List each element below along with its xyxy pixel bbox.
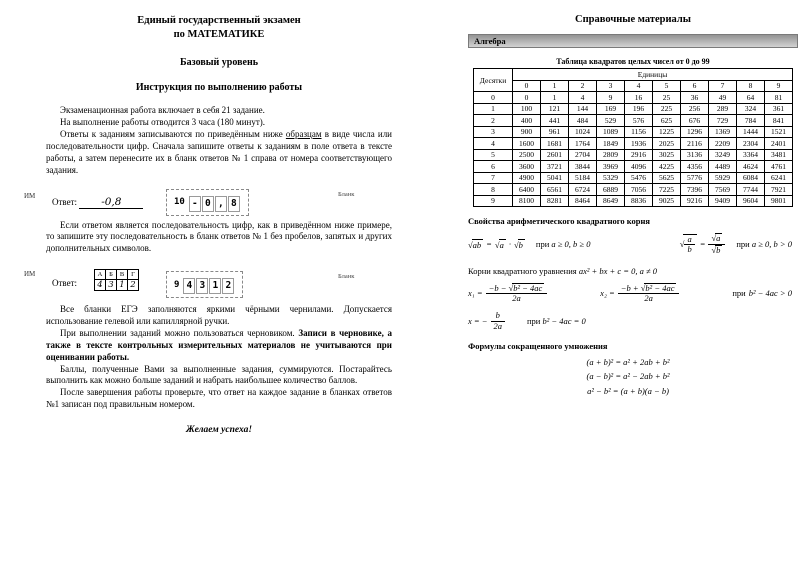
square-value: 3721: [541, 161, 569, 173]
square-value: 5929: [709, 172, 737, 184]
x1-formula: [468, 283, 547, 305]
square-value: 6084: [737, 172, 765, 184]
square-value: 25: [653, 92, 681, 104]
paragraph-3-start: Ответы к заданиям записываются по приведённым ниже: [60, 129, 286, 140]
unit-digit-header: 1: [541, 80, 569, 92]
square-value: 3364: [737, 149, 765, 161]
square-value: 8649: [597, 195, 625, 207]
square-value: 625: [653, 115, 681, 127]
square-value: 4900: [513, 172, 541, 184]
condition: [736, 239, 792, 249]
squares-table-caption: Таблица квадратов целых чисел от 0 до 99: [556, 57, 710, 66]
blank-label: Бланк: [338, 273, 355, 281]
answer-label: Ответ:: [52, 196, 78, 207]
square-value: 5041: [541, 172, 569, 184]
unit-digit-header: 4: [625, 80, 653, 92]
radical-sign: √: [711, 244, 717, 255]
condition-word: при: [535, 239, 550, 250]
tens-value: 9: [474, 195, 513, 207]
square-value: 1444: [737, 126, 765, 138]
square-value: 4096: [625, 161, 653, 173]
denominator: [708, 244, 725, 256]
tens-header: Десятки: [474, 69, 513, 92]
square-value: 841: [765, 115, 793, 127]
square-value: 6561: [541, 184, 569, 196]
sqrt-properties-title: Свойства арифметического квадратного корня: [468, 216, 651, 226]
radical-sign: √: [679, 238, 685, 249]
square-value: 576: [625, 115, 653, 127]
paragraph-8: После завершения работы проверьте, что ответ на каждое задание в бланках ответов №1 записан под правильным номером.: [46, 387, 392, 410]
square-value: 3600: [513, 161, 541, 173]
radical: [468, 239, 483, 250]
numerator-prefix: −b +: [620, 282, 639, 293]
square-value: 9025: [653, 195, 681, 207]
radical-sign: √: [494, 239, 500, 250]
square-value: 784: [737, 115, 765, 127]
radicand: ab: [472, 239, 482, 250]
square-value: 1156: [625, 126, 653, 138]
unit-digit-header: 2: [569, 80, 597, 92]
task-number: 10: [174, 197, 185, 208]
paragraph-3-end: в виде числа или последовательности цифр. Сначала запишите ответы к заданиям в поле ответа в тексте работы, а затем перенесите их в бланк ответов № 1 справа от номера соответствующего задания.: [46, 129, 392, 175]
x2-formula: [600, 283, 679, 305]
square-value: 2500: [513, 149, 541, 161]
square-value: 2401: [765, 138, 793, 150]
radicand: a: [716, 233, 721, 243]
square-value: 8464: [569, 195, 597, 207]
square-value: 1521: [765, 126, 793, 138]
answer-cell: 8: [228, 196, 240, 212]
answer-1-handwritten-value: -0,8: [79, 196, 143, 209]
quadratic-title-word: Корни квадратного уравнения: [468, 265, 577, 276]
square-value: 1681: [541, 138, 569, 150]
square-value: 961: [541, 126, 569, 138]
square-value: 2704: [569, 149, 597, 161]
times-sign: ·: [508, 239, 511, 250]
sqrt-quotient-formula: [680, 233, 792, 256]
square-value: 9604: [737, 195, 765, 207]
paragraph-3: [46, 129, 392, 177]
square-value: 2209: [709, 138, 737, 150]
radical: [711, 233, 722, 244]
answer-cell: ,: [215, 196, 227, 212]
square-value: 900: [513, 126, 541, 138]
answer-2-inline: [52, 278, 77, 288]
condition: [536, 239, 591, 249]
square-value: 3481: [765, 149, 793, 161]
radical-sign: √: [508, 282, 514, 293]
square-value: 8100: [513, 195, 541, 207]
square-value: 9216: [681, 195, 709, 207]
radicand: b² − 4ac: [645, 282, 675, 293]
tens-value: 2: [474, 115, 513, 127]
letter-header-cell: Г: [128, 270, 139, 280]
discriminant-zero-condition: [527, 316, 586, 326]
equals-sign: =: [486, 239, 492, 250]
square-value: 2116: [681, 138, 709, 150]
squares-row: [474, 126, 793, 138]
fraction: [486, 283, 548, 305]
square-value: 4624: [737, 161, 765, 173]
tens-value: 7: [474, 172, 513, 184]
square-value: 8836: [625, 195, 653, 207]
abbrev-formula-line: (a − b)² = a² − 2ab + b²: [586, 371, 670, 382]
paragraph-6-bold: Записи в черновике, а также в тексте контрольных измерительных материалов не учитываются при оценивании работы.: [46, 327, 392, 362]
paragraph-6-start: При выполнении заданий можно пользоваться черновиком.: [60, 327, 299, 338]
square-value: 1369: [709, 126, 737, 138]
good-luck-line: Желаем успеха!: [185, 425, 253, 436]
squares-table: [473, 68, 793, 207]
radical-sign: √: [640, 282, 646, 293]
condition-expr: a ≥ 0, b ≥ 0: [551, 239, 591, 250]
square-value: 1225: [653, 126, 681, 138]
squares-row: [474, 195, 793, 207]
square-value: 2809: [597, 149, 625, 161]
condition-word: при: [736, 239, 750, 250]
fraction: [618, 283, 680, 305]
unit-digit-header: 9: [765, 80, 793, 92]
square-value: 289: [709, 103, 737, 115]
numerator-prefix: −b −: [488, 282, 507, 293]
square-value: 144: [569, 103, 597, 115]
squares-row: [474, 184, 793, 196]
letter-value-cell: 3: [106, 280, 117, 291]
letter-header-row: [95, 270, 139, 280]
radicand: [683, 234, 696, 256]
answer-cell: 1: [209, 278, 221, 294]
denominator: 2a: [491, 321, 506, 332]
squares-row: [474, 92, 793, 104]
square-value: 81: [765, 92, 793, 104]
square-value: 16: [625, 92, 653, 104]
fraction: [708, 233, 725, 256]
paragraph-4: Если ответом является последовательность цифр, как в приведённом ниже примере, то запишите эту последовательность в бланк ответов № 1 без пробелов, запятых и других дополнительных символов.: [46, 219, 392, 254]
answer-example-2: [24, 264, 392, 304]
radical-sign: √: [711, 233, 717, 243]
abbrev-formulas: [523, 355, 733, 400]
square-value: 2601: [541, 149, 569, 161]
condition-word: при: [527, 316, 541, 327]
square-value: 729: [709, 115, 737, 127]
square-value: 1: [541, 92, 569, 104]
square-value: 5625: [653, 172, 681, 184]
square-value: 400: [513, 115, 541, 127]
answer-2-cells: [183, 275, 235, 294]
square-value: 1849: [597, 138, 625, 150]
square-value: 169: [597, 103, 625, 115]
squares-row: [474, 138, 793, 150]
denominator: 2a: [618, 293, 680, 304]
units-header: Единицы: [513, 69, 793, 81]
square-value: 3025: [653, 149, 681, 161]
answer-cell: 4: [183, 278, 195, 294]
radicand: b² − 4ac: [513, 282, 543, 293]
exam-title: [46, 14, 392, 41]
tens-value: 4: [474, 138, 513, 150]
radical-sign: √: [468, 239, 473, 250]
letter-header-cell: Б: [106, 270, 117, 280]
tens-value: 0: [474, 92, 513, 104]
answer-1-inline: [52, 196, 143, 209]
square-value: 3249: [709, 149, 737, 161]
square-value: 256: [681, 103, 709, 115]
letter-value-cell: 1: [117, 280, 128, 291]
square-value: 441: [541, 115, 569, 127]
radical: [495, 239, 506, 250]
task-number: 9: [174, 279, 180, 290]
squares-row: [474, 103, 793, 115]
unit-digit-header: 6: [681, 80, 709, 92]
condition-word: при: [732, 288, 746, 299]
paragraph-6: [46, 328, 392, 364]
squares-header-row-1: [474, 69, 793, 81]
radicand: a: [499, 239, 504, 250]
quadratic-roots-row: [468, 283, 798, 305]
x2-label: x₂ =: [600, 288, 615, 299]
numerator: b: [495, 310, 500, 321]
paragraph-5: Все бланки ЕГЭ заполняются яркими чёрными чернилами. Допускается использование гелевой или капиллярной ручки.: [46, 304, 392, 327]
answer-2-letter-table: [94, 269, 139, 291]
instruction-heading: Инструкция по выполнению работы: [135, 82, 303, 94]
abbrev-title: Формулы сокращенного умножения: [468, 340, 608, 351]
tens-value: 5: [474, 149, 513, 161]
square-value: 9409: [709, 195, 737, 207]
denominator: 2a: [486, 293, 548, 304]
square-value: 0: [513, 92, 541, 104]
paragraph-2: На выполнение работы отводится 3 часа (180 минут).: [60, 117, 266, 128]
square-value: 4761: [765, 161, 793, 173]
radical: [514, 239, 525, 250]
radical: [711, 245, 722, 256]
square-value: 9: [597, 92, 625, 104]
abbrev-formula-line: (a + b)² = a² + 2ab + b²: [586, 356, 670, 367]
squares-row: [474, 149, 793, 161]
fraction: [491, 311, 506, 332]
paragraph-7: Баллы, полученные Вами за выполненные задания, суммируются. Постарайтесь выполнить как можно больше заданий и набрать наибольшее количество баллов.: [46, 363, 392, 386]
letter-value-cell: 2: [128, 280, 139, 291]
condition-expr: a ≥ 0, b > 0: [751, 239, 792, 250]
square-value: 8281: [541, 195, 569, 207]
square-value: 3136: [681, 149, 709, 161]
units-digit-row: [474, 80, 793, 92]
abbrev-formula-line: a² − b² = (a + b)(a − b): [587, 386, 669, 397]
equals-sign: =: [699, 239, 706, 250]
unit-digit-header: 5: [653, 80, 681, 92]
square-value: 5476: [625, 172, 653, 184]
unit-digit-header: 7: [709, 80, 737, 92]
square-value: 7056: [625, 184, 653, 196]
answer-cell: 3: [196, 278, 208, 294]
paragraph-1: Экзаменационная работа включает в себя 21 задание.: [60, 105, 265, 116]
radical-sign: √: [513, 239, 519, 250]
squares-table-body: [474, 92, 793, 207]
unit-digit-header: 3: [597, 80, 625, 92]
radicand: b: [716, 244, 721, 255]
square-value: 225: [653, 103, 681, 115]
condition-expr: b² − 4ac = 0: [542, 316, 586, 327]
letter-value-cell: 4: [95, 280, 106, 291]
discriminant-positive-condition: [732, 288, 792, 298]
tens-value: 6: [474, 161, 513, 173]
radical: [509, 283, 545, 294]
unit-digit-header: 0: [513, 80, 541, 92]
kim-margin-label: ИМ: [24, 191, 36, 200]
reference-materials-page: [468, 0, 798, 399]
blank-label: Бланк: [338, 190, 355, 198]
square-value: 1089: [597, 126, 625, 138]
square-value: 4356: [681, 161, 709, 173]
square-value: 6889: [597, 184, 625, 196]
answer-example-1: [24, 186, 392, 220]
square-value: 2304: [737, 138, 765, 150]
square-value: 121: [541, 103, 569, 115]
square-value: 64: [737, 92, 765, 104]
square-value: 36: [681, 92, 709, 104]
squares-row: [474, 172, 793, 184]
answer-1-cells: [189, 193, 241, 212]
square-value: 3844: [569, 161, 597, 173]
square-value: 529: [597, 115, 625, 127]
condition-expr: b² − 4ac > 0: [748, 288, 792, 299]
tens-value: 8: [474, 184, 513, 196]
square-value: 1024: [569, 126, 597, 138]
square-value: 3969: [597, 161, 625, 173]
double-root-formula: [468, 311, 505, 332]
square-value: 6724: [569, 184, 597, 196]
square-value: 7225: [653, 184, 681, 196]
answer-cell: 0: [202, 196, 214, 212]
squares-row: [474, 161, 793, 173]
square-value: 1764: [569, 138, 597, 150]
square-value: 5184: [569, 172, 597, 184]
square-value: 9801: [765, 195, 793, 207]
square-value: 4: [569, 92, 597, 104]
square-value: 7744: [737, 184, 765, 196]
tens-value: 1: [474, 103, 513, 115]
exam-level: Базовый уровень: [180, 57, 258, 69]
x-label: x = −: [468, 316, 488, 327]
letter-header-cell: В: [117, 270, 128, 280]
square-value: 361: [765, 103, 793, 115]
radical: [680, 234, 697, 256]
square-value: 6400: [513, 184, 541, 196]
paragraph-3-underlined: образцам: [285, 129, 322, 140]
square-value: 7921: [765, 184, 793, 196]
numerator: [486, 283, 548, 294]
kim-margin-label: ИМ: [24, 270, 36, 279]
numerator: [708, 233, 725, 244]
square-value: 100: [513, 103, 541, 115]
answer-sheet-fragment-1: [166, 189, 249, 216]
quadratic-title-equation: ax² + bx + c = 0, a ≠ 0: [578, 265, 658, 276]
answer-cell: 2: [222, 278, 234, 294]
numerator: a: [687, 233, 692, 244]
square-value: 4225: [653, 161, 681, 173]
answer-cell: -: [189, 196, 201, 212]
squares-row: [474, 115, 793, 127]
exam-title-line2: по МАТЕМАТИКЕ: [173, 28, 265, 40]
square-value: 5776: [681, 172, 709, 184]
exam-instruction-page: [24, 0, 392, 436]
algebra-section-bar: Алгебра: [468, 34, 798, 48]
square-value: 324: [737, 103, 765, 115]
square-value: 2025: [653, 138, 681, 150]
square-value: 676: [681, 115, 709, 127]
square-value: 196: [625, 103, 653, 115]
square-value: 4489: [709, 161, 737, 173]
tens-value: 3: [474, 126, 513, 138]
square-value: 7569: [709, 184, 737, 196]
square-value: 1296: [681, 126, 709, 138]
letter-header-cell: А: [95, 270, 106, 280]
square-value: 49: [709, 92, 737, 104]
double-root-row: [468, 311, 798, 332]
square-value: 484: [569, 115, 597, 127]
numerator: [618, 283, 680, 294]
answer-sheet-fragment-2: [166, 271, 243, 298]
letter-value-row: [95, 280, 139, 291]
square-value: 6241: [765, 172, 793, 184]
denominator: b: [684, 244, 694, 255]
square-value: 7396: [681, 184, 709, 196]
square-value: 1936: [625, 138, 653, 150]
fraction: [684, 235, 694, 256]
square-value: 1600: [513, 138, 541, 150]
square-value: 5329: [597, 172, 625, 184]
sqrt-product-formula: [468, 239, 590, 250]
sqrt-formulas-row: [468, 233, 798, 256]
quadratic-title: [468, 266, 798, 276]
unit-digit-header: 8: [737, 80, 765, 92]
radicand: b: [518, 239, 523, 250]
answer-label: Ответ:: [52, 278, 78, 289]
reference-title: Справочные материалы: [575, 14, 691, 25]
square-value: 2916: [625, 149, 653, 161]
x1-label: x₁ =: [468, 288, 483, 299]
exam-title-line1: Единый государственный экзамен: [137, 15, 301, 26]
radical: [641, 283, 677, 294]
